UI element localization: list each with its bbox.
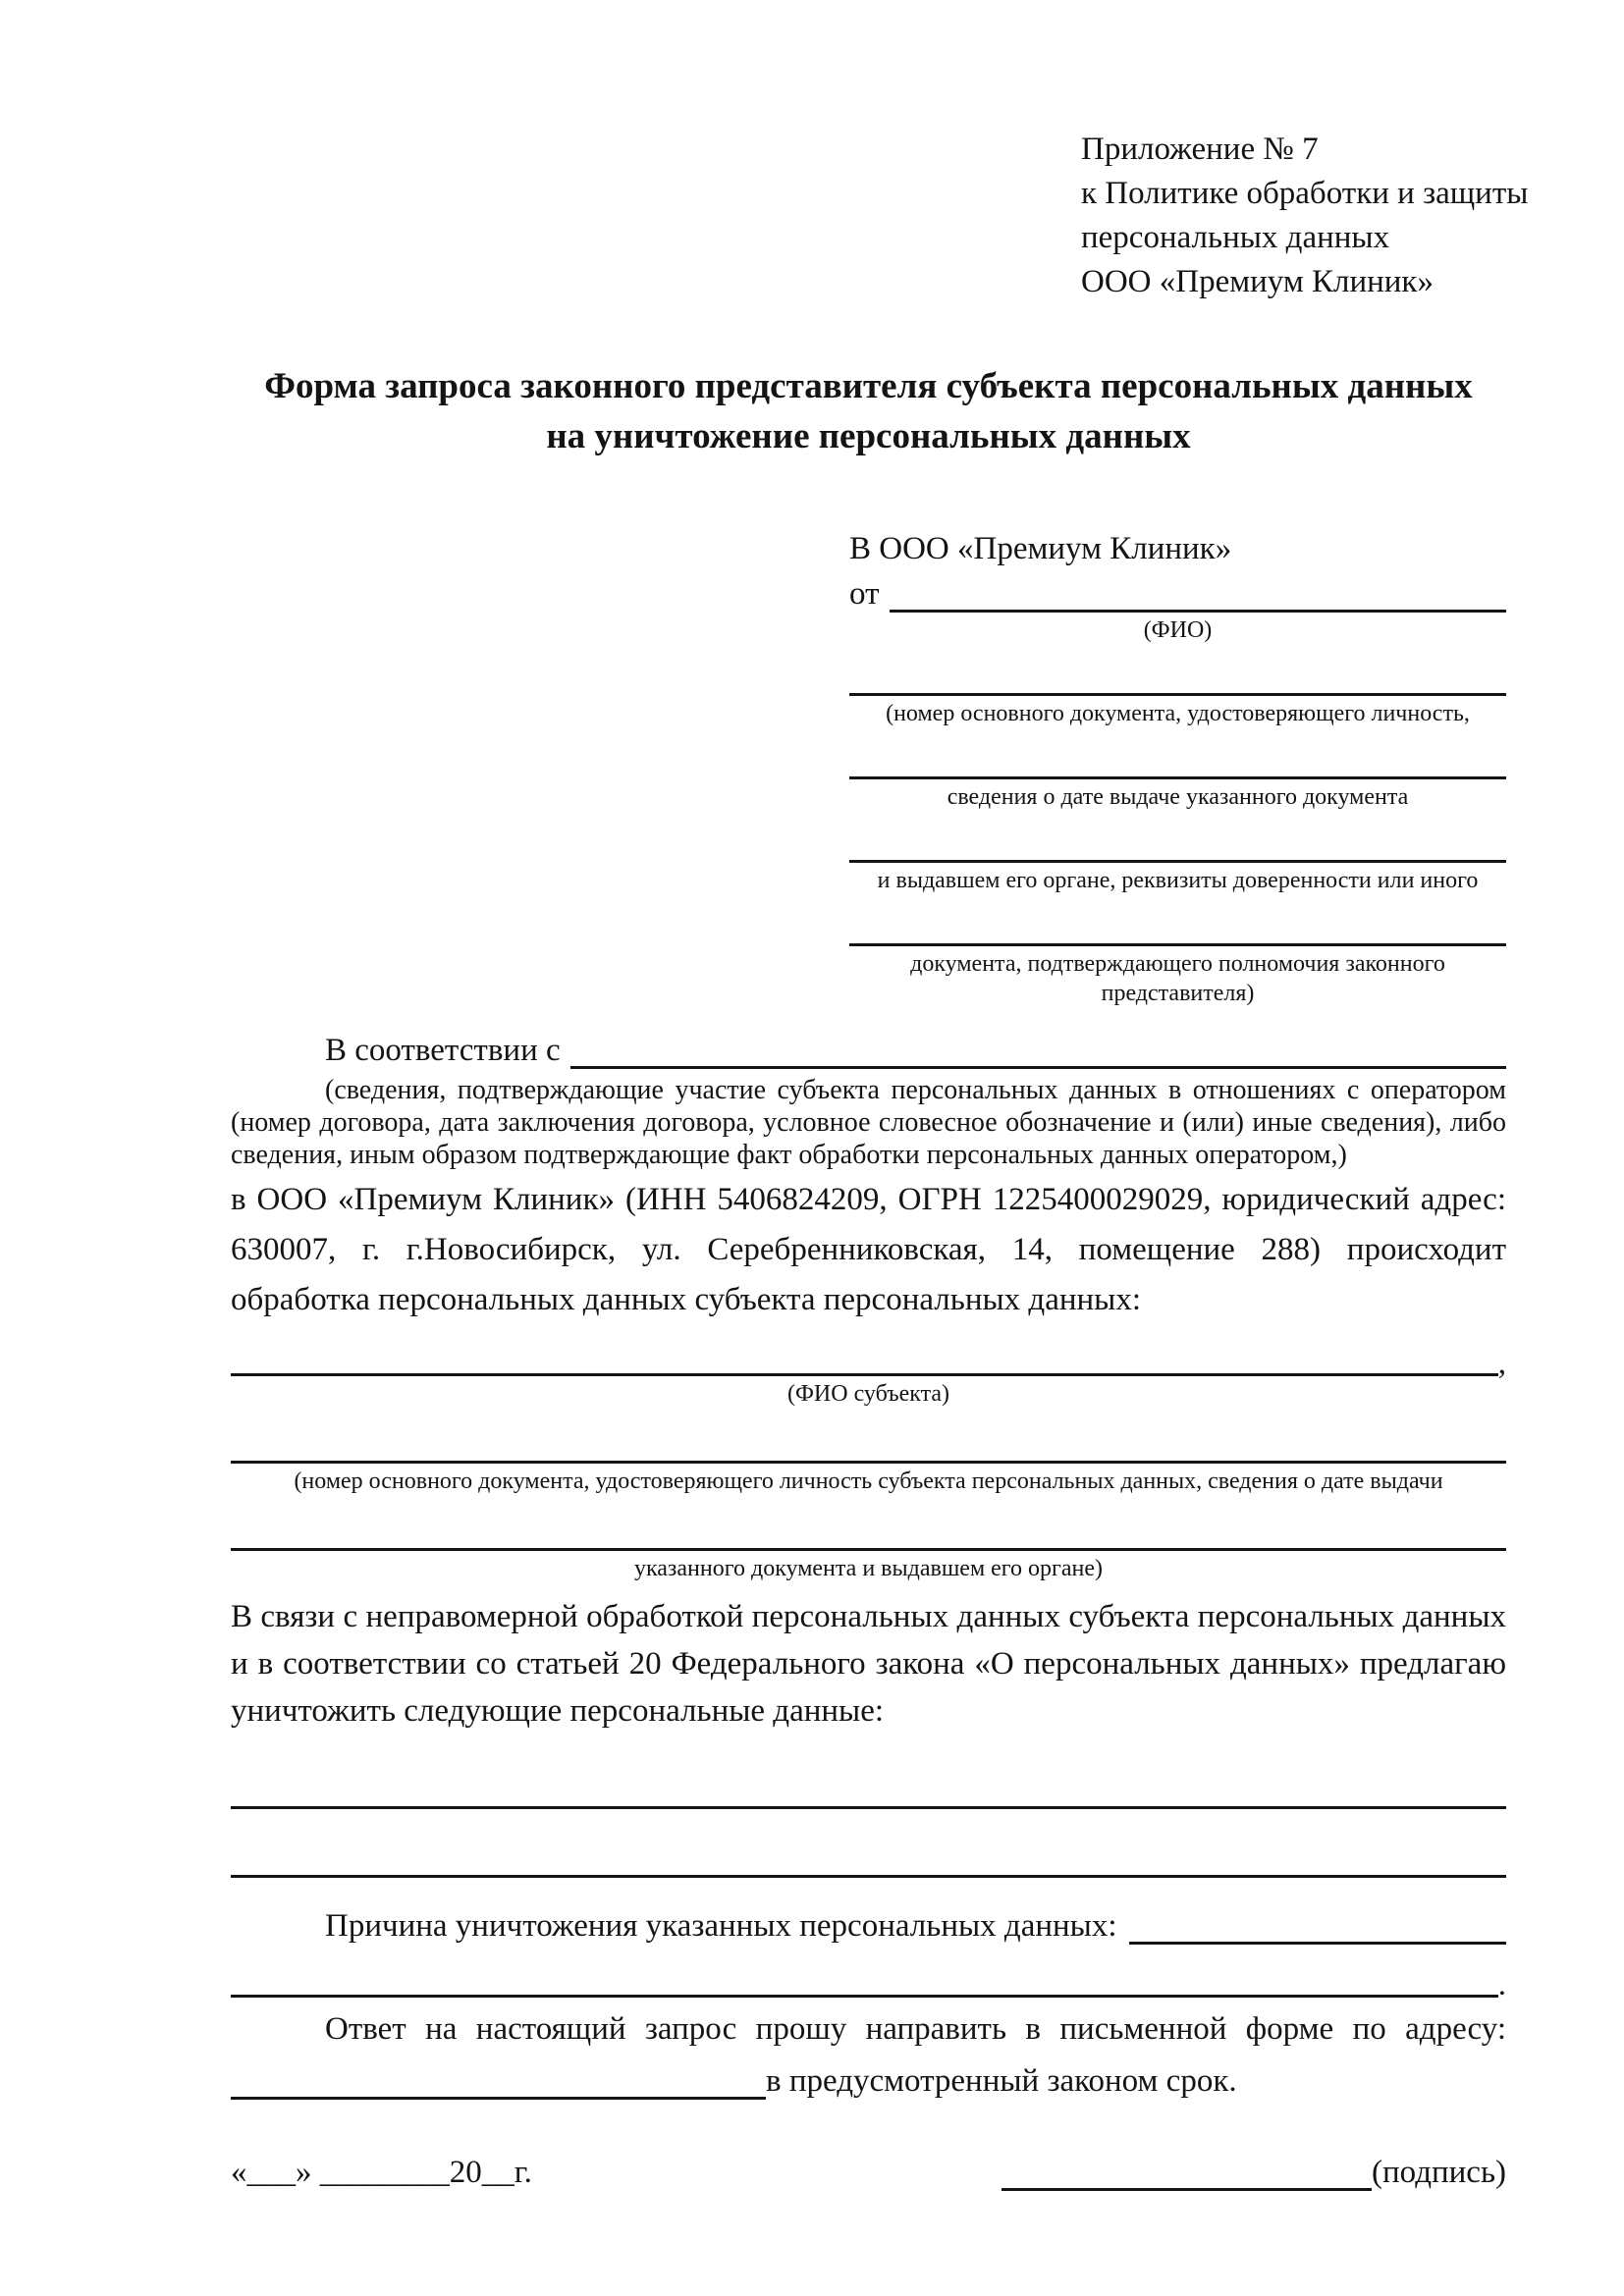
representative-doc-blank-line-3 bbox=[849, 812, 1506, 863]
subject-fio-blank-line bbox=[231, 1373, 1498, 1376]
subject-doc-caption-1: (номер основного документа, удостоверяющего личность субъекта персональных данных, сведения о дате выдачи bbox=[294, 1468, 1443, 1494]
footer-row bbox=[231, 2155, 1506, 2191]
subject-doc-row-1 bbox=[231, 1424, 1506, 1464]
reason-label: Причина уничтожения указанных персональных данных: bbox=[325, 1908, 1117, 1944]
according-label: В соответствии с bbox=[325, 1033, 561, 1068]
reason-row bbox=[231, 1899, 1506, 1945]
subject-doc-blank-line-2 bbox=[231, 1548, 1506, 1551]
representative-doc-caption-4: документа, подтверждающего полномочия законного представителя) bbox=[910, 951, 1445, 1006]
appendix-line-1: Приложение № 7 bbox=[1081, 132, 1319, 167]
subject-doc-blank-line-1 bbox=[231, 1461, 1506, 1464]
addressee-block bbox=[849, 526, 1506, 1008]
trailing-period: . bbox=[1497, 1967, 1506, 2002]
data-blank-row-2 bbox=[231, 1839, 1506, 1878]
appendix-line-3: персональных данных bbox=[1081, 220, 1390, 255]
data-blank-line-2 bbox=[231, 1875, 1506, 1878]
subject-fio-row bbox=[231, 1337, 1506, 1381]
data-blank-row-1 bbox=[231, 1770, 1506, 1809]
appendix-block bbox=[1081, 128, 1529, 304]
document-title bbox=[231, 361, 1506, 461]
answer-paragraph: Ответ на настоящий запрос прошу направить в письменной форме по адресу: bbox=[325, 2011, 1506, 2047]
subject-doc-caption-2: указанного документа и выдавшем его органе) bbox=[633, 1556, 1104, 1581]
subject-doc-row-2 bbox=[231, 1512, 1506, 1551]
trailing-comma: , bbox=[1497, 1346, 1506, 1381]
according-blank-line bbox=[570, 1066, 1506, 1069]
representative-doc-blank-line-4 bbox=[849, 895, 1506, 946]
signature-group bbox=[1001, 2155, 1506, 2191]
signature-blank-line bbox=[1001, 2188, 1372, 2191]
from-label: от bbox=[849, 576, 880, 612]
document-title-line-2: на уничтожение персональных данных bbox=[546, 416, 1191, 456]
from-row bbox=[849, 571, 1506, 613]
representative-doc-caption-1: (номер основного документа, удостоверяющего личность, bbox=[886, 701, 1470, 726]
answer-tail: в предусмотренный законом срок. bbox=[766, 2063, 1237, 2099]
reason-blank-line-2 bbox=[231, 1995, 1498, 1998]
subject-fio-caption: (ФИО субъекта) bbox=[786, 1381, 950, 1407]
data-blank-line-1 bbox=[231, 1806, 1506, 1809]
answer-address-blank-line bbox=[231, 2097, 766, 2100]
representative-doc-blank-line-1 bbox=[849, 645, 1506, 696]
representative-doc-caption-3: и выдавшем его органе, реквизиты доверенности или иного bbox=[877, 868, 1479, 893]
addressee-company: В ООО «Премиум Клиник» bbox=[849, 531, 1232, 566]
date-line: «___» ________20__г. bbox=[231, 2155, 532, 2190]
answer-address-row bbox=[231, 2056, 1506, 2100]
according-row bbox=[231, 1024, 1506, 1069]
document-title-line-1: Форма запроса законного представителя субъекта персональных данных bbox=[264, 366, 1473, 406]
according-note: (сведения, подтверждающие участие субъекта персональных данных в отношениях с оператором (номер договора, дата заключения договора, условное словесное обозначение и (или) иные сведения), либо сведения, иным образом подтверждающие факт обработки персональных данных оператором,) bbox=[231, 1075, 1506, 1170]
signature-caption: (подпись) bbox=[1372, 2155, 1506, 2190]
appendix-line-4: ООО «Премиум Клиник» bbox=[1081, 264, 1434, 299]
operator-paragraph: в ООО «Премиум Клиник» (ИНН 5406824209, ОГРН 1225400029029, юридический адрес: 630007, г. г.Новосибирск, ул. Серебренниковская, 14, помещение 288) происходит обработка персональных данных субъекта персональных данных: bbox=[231, 1182, 1506, 1317]
reason-continuation-row bbox=[231, 1958, 1506, 2002]
document-body bbox=[231, 1024, 1506, 2191]
request-paragraph: В связи с неправомерной обработкой персональных данных субъекта персональных данных и в соответствии со статьей 20 Федерального закона «О персональных данных» предлагаю уничтожить следующие персональные данные: bbox=[231, 1599, 1506, 1729]
reason-blank-line bbox=[1129, 1942, 1506, 1945]
appendix-line-2: к Политике обработки и защиты bbox=[1081, 176, 1529, 211]
representative-doc-blank-line-2 bbox=[849, 728, 1506, 779]
representative-doc-caption-2: сведения о дате выдаче указанного документа bbox=[947, 784, 1409, 810]
fio-caption: (ФИО) bbox=[1143, 617, 1213, 643]
fio-blank-line bbox=[890, 610, 1507, 613]
